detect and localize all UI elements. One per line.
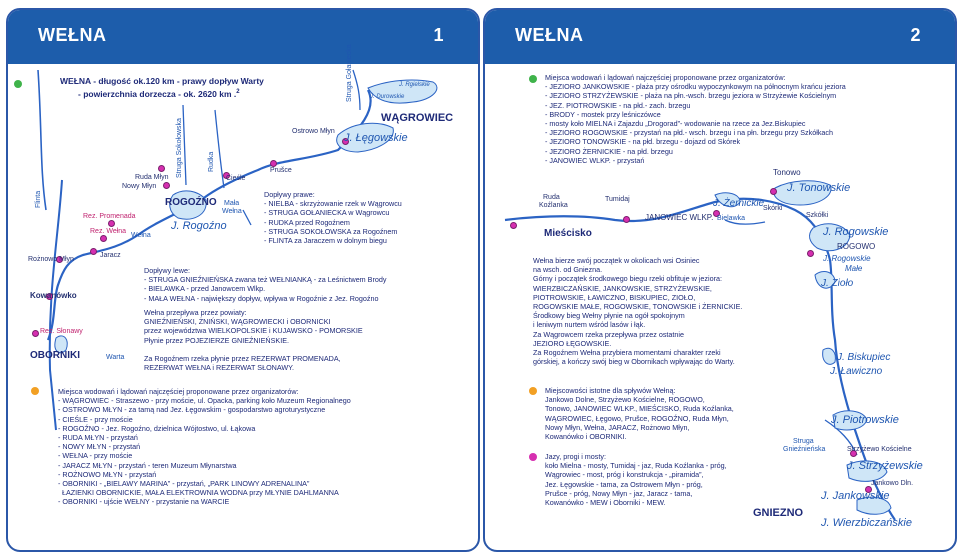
label-bielawka: Bielawka xyxy=(717,215,746,222)
lake-label-jankowskie: J. Jankowskie xyxy=(821,490,890,502)
lake-label-wierzbiczanskie: J. Wierzbiczańskie xyxy=(821,517,912,529)
river-mala-welna xyxy=(243,210,251,225)
label-ciesle: Cieśle xyxy=(226,175,246,182)
label-skorki: Skórki xyxy=(763,205,783,212)
town-oborniki: OBORNIKI xyxy=(30,350,80,361)
town-miescisko: Mieściskо xyxy=(544,228,592,239)
lake-label-rogowskie: J. Rogowskie xyxy=(823,226,889,238)
river-flinta xyxy=(38,70,46,210)
lake-biskupiec xyxy=(823,348,836,364)
label-warta: Warta xyxy=(106,354,125,361)
label-kowanowko: Kowanówko xyxy=(30,291,77,300)
label-struga-gniezn-2: Gnieźnieńska xyxy=(783,446,826,453)
label-flinta: Flinta xyxy=(35,190,42,208)
page-1 xyxy=(6,8,480,552)
lake-label-ziolo: J. Zioło xyxy=(821,278,854,289)
label-struga-sokolowska: Struga Sokołowska xyxy=(176,118,183,178)
label-rez-promenada: Rez. Promenada xyxy=(83,213,136,220)
label-pruszce: Prušce xyxy=(270,167,292,174)
intro-line-1: WEŁNA - długość ok.120 km - prawy dopływ Warty xyxy=(60,76,264,86)
label-nowy-mlyn: Nowy Młyn xyxy=(122,183,157,190)
label-tonowo: Tonowo xyxy=(773,168,801,177)
opis-rzeki: Wełna bierze swój początek w okolicach wsi Osiniec na wsch. od Gniezna. Górny i początek środkowego biegu rzeki obfituje w jeziora: WIERZBICZAŃSKIE, JANKOWSKIE, STRZYŻEWSKIE, PIOTROWSKIE, ŁAWICZNO, BISKUPIEC, ZIOŁO, ROGOWSKIE MAŁE, ROGOWSKIE, TONOWSKIE i ŻERNICKIE. Środkowy bieg Wełny płynie na ogół spokojnym i leniwym nurtem wśród lasów i łąk. Za Wągrowcem rzeka przepływa przez ostatnie JEZIORO ŁĘGOWSKIE. Za Rogoźnem Wełna przybiera momentami charakter rzeki górskiej, a kończy swój bieg w Obornikach wpływając do Warty. xyxy=(533,256,743,367)
map-point xyxy=(90,248,97,255)
town-wagrowiec: WĄGROWIEC xyxy=(381,112,454,124)
label-ruda-mlyn: Ruda Młyn xyxy=(135,174,169,181)
page-2 xyxy=(483,8,957,552)
miejscowosci: Miejscowości istotne dla spływów Wełną: Jankowo Dolne, Strzyżewo Kościelne, ROGOWO, Tonowo, JANOWIEC WLKP., MIEŚCISKO, Ruda Koźlanka, WĄGROWIEC, Łęgowo, Prušce, ROGOŹNO, Ruda Młyn, Nowy Młyn, Wełna, JARACZ, Rożnowo Młyn, Kowanówko i OBORNIKI. xyxy=(545,386,734,442)
doplywy-prawe: Dopływy prawe: - NIELBA - skrzyżowanie rzek w Wągrowcu - STRUGA GOŁANIECKA w Wągrowcu - RUDKA przed Rogoźnem - STRUGA SOKOŁOWSKA za Rogoźnem - FLINTA za Jaraczem w dolnym biegu xyxy=(264,190,402,246)
label-szkolki: Szkółki xyxy=(806,212,829,219)
town-rogozno: ROGOŹNO xyxy=(165,197,217,208)
map-point xyxy=(108,220,115,227)
label-rez-slonawy: Rez. Słonawy xyxy=(40,328,83,335)
lake-label-legowskie: J. Łęgowskie xyxy=(344,132,408,144)
label-janowiec: JANOWIEC WLKP. xyxy=(645,213,714,222)
rezerwaty: Za Rogoźnem rzeka płynie przez REZERWAT PROMENADA, REZERWAT WEŁNA i REZERWAT SŁONAWY. xyxy=(144,354,341,373)
label-ruda-kozlanka-1: Ruda xyxy=(543,194,560,201)
magenta-marker xyxy=(529,453,537,461)
lake-label-lawiczno: J. Ławiczno xyxy=(830,366,883,377)
map-point xyxy=(158,165,165,172)
map-point xyxy=(32,330,39,337)
label-jankowo-dln: Jankowo Dln. xyxy=(871,480,914,487)
miejsca-wodowan: Miejsca wodowań i lądowań najczęściej proponowane przez organizatorów: - WĄGROWIEC - Straszewo - przy moście, ul. Opacka, parking koło Muzeum Regionalnego - OSTROWO MŁYN - za tamą nad Jez. Łęgowskim - gospodarstwo agroturystyczne - CIEŚLE - przy moście - ROGOŹNO - Jez. Rogoźno, dzielnica Wójtostwo, ul. Łąkowa - RUDA MŁYN - przystań - NOWY MŁYN - przystań - WEŁNA - przy moście - JARACZ MŁYN - przystań - teren Muzeum Młynarstwa - ROŻNOWO MŁYN - przystań - OBORNIKI - „BIELAWY MARINA” - przystań, „PARK LINOWY ADRENALINA” ŁAZIENKI OBORNICKIE, MAŁA ELEKTROWNIA WODNA przy MŁYNIE DAHLMANNA - OBORNIKI - ujście WEŁNY - przystanie na WARCIE xyxy=(58,387,351,507)
lake-label-rogowskie-male-2: Małe xyxy=(845,264,863,273)
lake-label-rogozno: J. Rogoźno xyxy=(171,220,227,232)
page-number: 1 xyxy=(433,25,444,45)
lake-label-biskupiec: J. Biskupiec xyxy=(837,352,891,363)
orange-marker xyxy=(529,387,537,395)
green-marker xyxy=(14,80,22,88)
label-roznowo-mlyn: Rożnowo Młyn xyxy=(28,256,74,263)
map-point xyxy=(807,250,814,257)
lake-label-rogowskie-male-1: J. Rogowskie xyxy=(823,254,871,263)
label-struga-golaniecka: Struga Gołaniecka xyxy=(346,44,353,102)
map-point xyxy=(270,160,277,167)
label-struga-gniezn-1: Struga xyxy=(793,438,814,445)
river-golaniecka xyxy=(353,70,360,110)
lake-label-strzyzewskie: J. Strzyżewskie xyxy=(847,460,923,472)
label-durowskie: J. Durowskie xyxy=(370,94,405,100)
label-ruda-kozlanka-2: Koźlanka xyxy=(539,202,568,209)
map-point xyxy=(770,188,777,195)
doplywy-lewe: Dopływy lewe: - STRUGA GNIEŹNIEŃSKA zwana też WEŁNIANKĄ - za Leśnictwem Brody - BIELAWKA - przed Janowcem Wlkp. - MAŁA WEŁNA - największy dopływ, wpływa w Rogoźnie z Jez. Rogoźno xyxy=(144,266,387,303)
label-rogowo: ROGOWO xyxy=(837,242,876,251)
map-point xyxy=(163,182,170,189)
label-mala-welna-1: Mała xyxy=(224,200,240,207)
miejsca-wodowan: Miejsca wodowań i lądowań najczęściej proponowane przez organizatorów: - JEZIORO JANKOWSKIE - plaża przy ośrodku wypoczynkowym na północnym krańcu jeziora - JEZIORO STRZYŻEWSKIE - plaża na płn.-wsch. brzegu jeziora w Strzyżewie Kościelnym - JEZ. PIOTROWSKIE - na płd.- zach. brzegu - BRODY - mostek przy leśniczówce - mosty koło MIELNA i Zajazdu „Drogorad”- wodowanie na rzece za Jez.Biskupiec - JEZIORO ROGOWSKIE - przystań na płd.- wsch. brzegu i na płn. brzegu przy Szkółkach - JEZIORO TONOWSKIE - na płd. brzegu - dojazd od Skórek - JEZIORO ŻERNICKIE - na płd. brzegu - JANOWIEC WLKP. - przystań xyxy=(545,73,846,165)
label-jaracz: Jaracz xyxy=(100,252,121,259)
town-gniezno: GNIEZNO xyxy=(753,507,804,519)
jazy-progi-mosty: Jazy, progi i mosty: koło Mielna - mosty, Tumidaj - jaz, Ruda Koźlanka - próg, Wągrowiec - most, próg i konstrukcja - „piramida”, Jez. Łęgowskie - tama, za Ostrowem Młyn - próg, Prušce - próg, Nowy Młyn - jaz, Jaracz - tama, Kowanówko - MEW i Oborniki - MEW. xyxy=(545,452,727,508)
map-point xyxy=(100,235,107,242)
map-point xyxy=(623,216,630,223)
page-number: 2 xyxy=(910,25,921,45)
map-point xyxy=(510,222,517,229)
orange-marker xyxy=(31,387,39,395)
lake-label-tonowskie: J. Tonowskie xyxy=(787,182,851,194)
green-marker xyxy=(529,75,537,83)
page-title: WEŁNA xyxy=(515,25,584,45)
powiaty: Wełna przepływa przez powiaty: GNIEŹNIEŃSKI, ŻNIŃSKI, WĄGROWIECKI i OBORNICKI przez województwa WIELKOPOLSKIE i KUJAWSKO - POMORSKIE Płynie przez POJEZIERZE GNIEŹNIEŃSKIE. xyxy=(144,308,363,345)
lake-label-piotrowskie: J. Piotrowskie xyxy=(831,414,899,426)
label-rez-welna: Rez. Wełna xyxy=(90,228,127,235)
page-title: WEŁNA xyxy=(38,25,107,45)
lake-label-zernickie: J. Żernickie xyxy=(713,198,765,209)
label-strzyzewo-koscielne: Strzyżewo Kościelne xyxy=(847,446,912,453)
label-rudka: Rudka xyxy=(208,151,215,172)
label-ostrowo-mlyn: Ostrowo Młyn xyxy=(292,128,335,135)
label-rgielskie: J. Rgielskie xyxy=(399,82,430,88)
intro-line-2: - powierzchnia dorzecza - ok. 2620 km .$^2$ xyxy=(78,88,240,99)
label-tumidaj: Tumidaj xyxy=(605,196,630,203)
river-sokolowska xyxy=(183,105,186,185)
label-mala-welna-2: Wełna xyxy=(222,208,242,215)
label-welna: Wełna xyxy=(131,232,151,239)
